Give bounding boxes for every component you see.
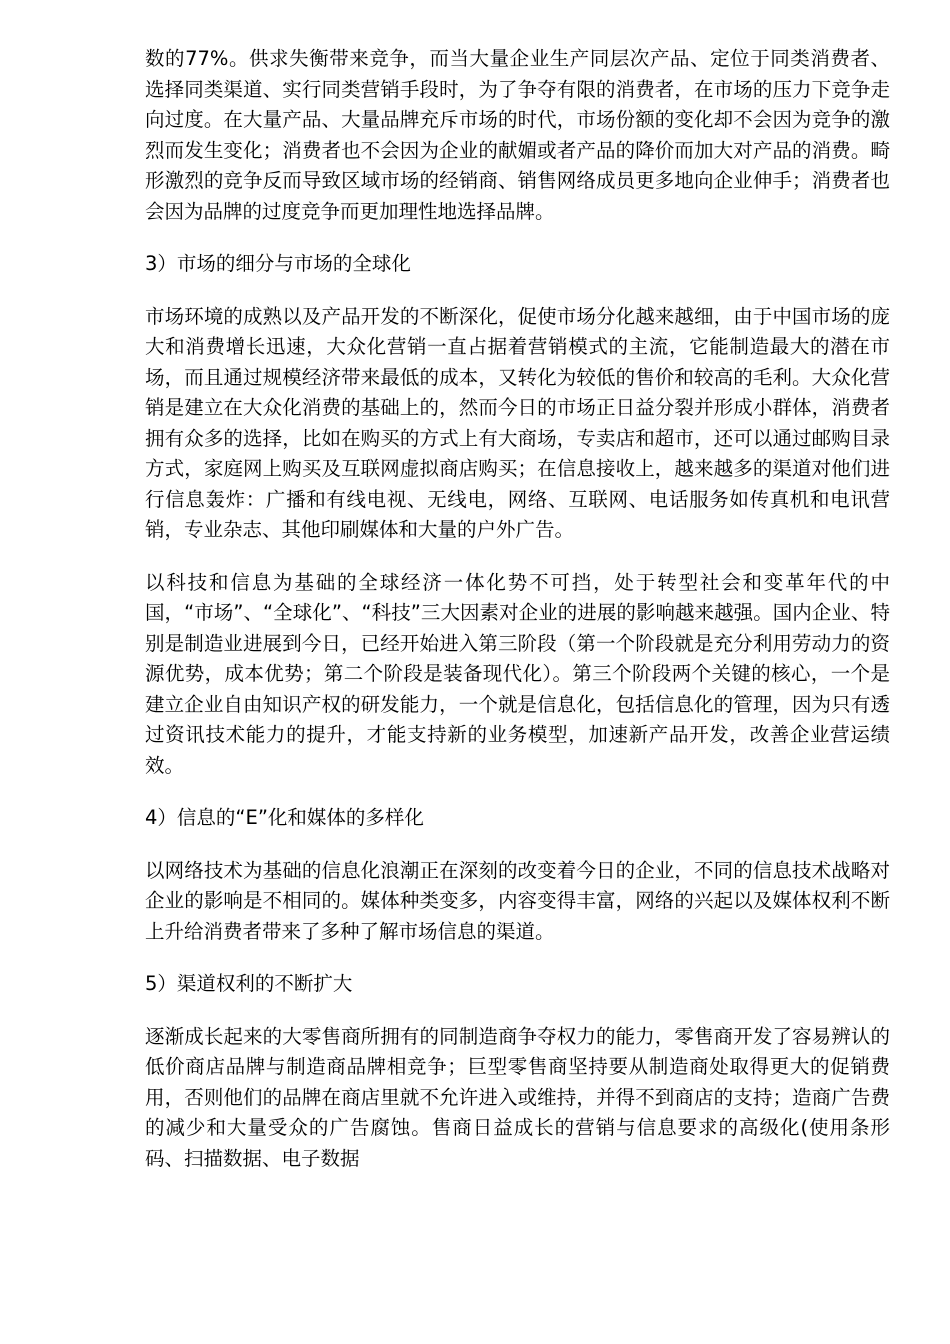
paragraph-globalization: 以科技和信息为基础的全球经济一体化势不可挡，处于转型社会和变革年代的中国，“市场”、“全球化”、“科技”三大因素对企业的进展的影响越来越强。国内企业、特别是制造业进展到今日，已经开始进入第三阶段（第一个阶段就是充分利用劳动力的资源优势，成本优势；第二个阶段是装备现代化）。第三个阶段两个关键的核心，一个是建立企业自由知识产权的研发能力，一个就是信息化，包括信息化的管理，因为只有透过资讯技术能力的提升，才能支持新的业务模型，加速新产品开发，改善企业营运绩效。: [145, 570, 890, 777]
section-heading-market-segmentation: 3）市场的细分与市场的全球化: [145, 252, 411, 275]
paragraph-supply-competition: 数的77%。供求失衡带来竞争，而当大量企业生产同层次产品、定位于同类消费者、选择同类渠道、实行同类营销手段时，为了争夺有限的消费者，在市场的压力下竞争走向过度。在大量产品、大量品牌充斥市场的时代，市场份额的变化却不会因为竞争的激烈而发生变化；消费者也不会因为企业的献媚或者产品的降价而加大对产品的消费。畸形激烈的竞争反而导致区域市场的经销商、销售网络成员更多地向企业伸手；消费者也会因为品牌的过度竞争而更加理性地选择品牌。: [145, 47, 890, 223]
paragraph-information-media: 以网络技术为基础的信息化浪潮正在深刻的改变着今日的企业，不同的信息技术战略对企业的影响是不相同的。媒体种类变多，内容变得丰富，网络的兴起以及媒体权利不断上升给消费者带来了多种了解市场信息的渠道。: [145, 858, 890, 943]
section-heading-information-media: 4）信息的“E”化和媒体的多样化: [145, 806, 424, 829]
paragraph-channel-power: 逐渐成长起来的大零售商所拥有的同制造商争夺权力的能力，零售商开发了容易辨认的低价商店品牌与制造商品牌相竞争；巨型零售商坚持要从制造商处取得更大的促销费用，否则他们的品牌在商店里就不允许进入或维持，并得不到商店的支持；造商广告费的减少和大量受众的广告腐蚀。售商日益成长的营销与信息要求的高级化(使用条形码、扫描数据、电子数据: [145, 1024, 890, 1170]
document-page: [145, 44, 890, 1196]
paragraph-market-segmentation: 市场环境的成熟以及产品开发的不断深化，促使市场分化越来越细，由于中国市场的庞大和消费增长迅速，大众化营销一直占据着营销模式的主流，它能制造最大的潜在市场，而且通过规模经济带来最低的成本，又转化为较低的售价和较高的毛利。大众化营销是建立在大众化消费的基础上的，然而今日的市场正日益分裂并形成小群体，消费者拥有众多的选择，比如在购买的方式上有大商场，专卖店和超市，还可以通过邮购目录方式，家庭网上购买及互联网虚拟商店购买；在信息接收上，越来越多的渠道对他们进行信息轰炸：广播和有线电视、无线电，网络、互联网、电话服务如传真机和电讯营销，专业杂志、其他印刷媒体和大量的户外广告。: [145, 304, 890, 541]
section-heading-channel-power: 5）渠道权利的不断扩大: [145, 972, 353, 995]
